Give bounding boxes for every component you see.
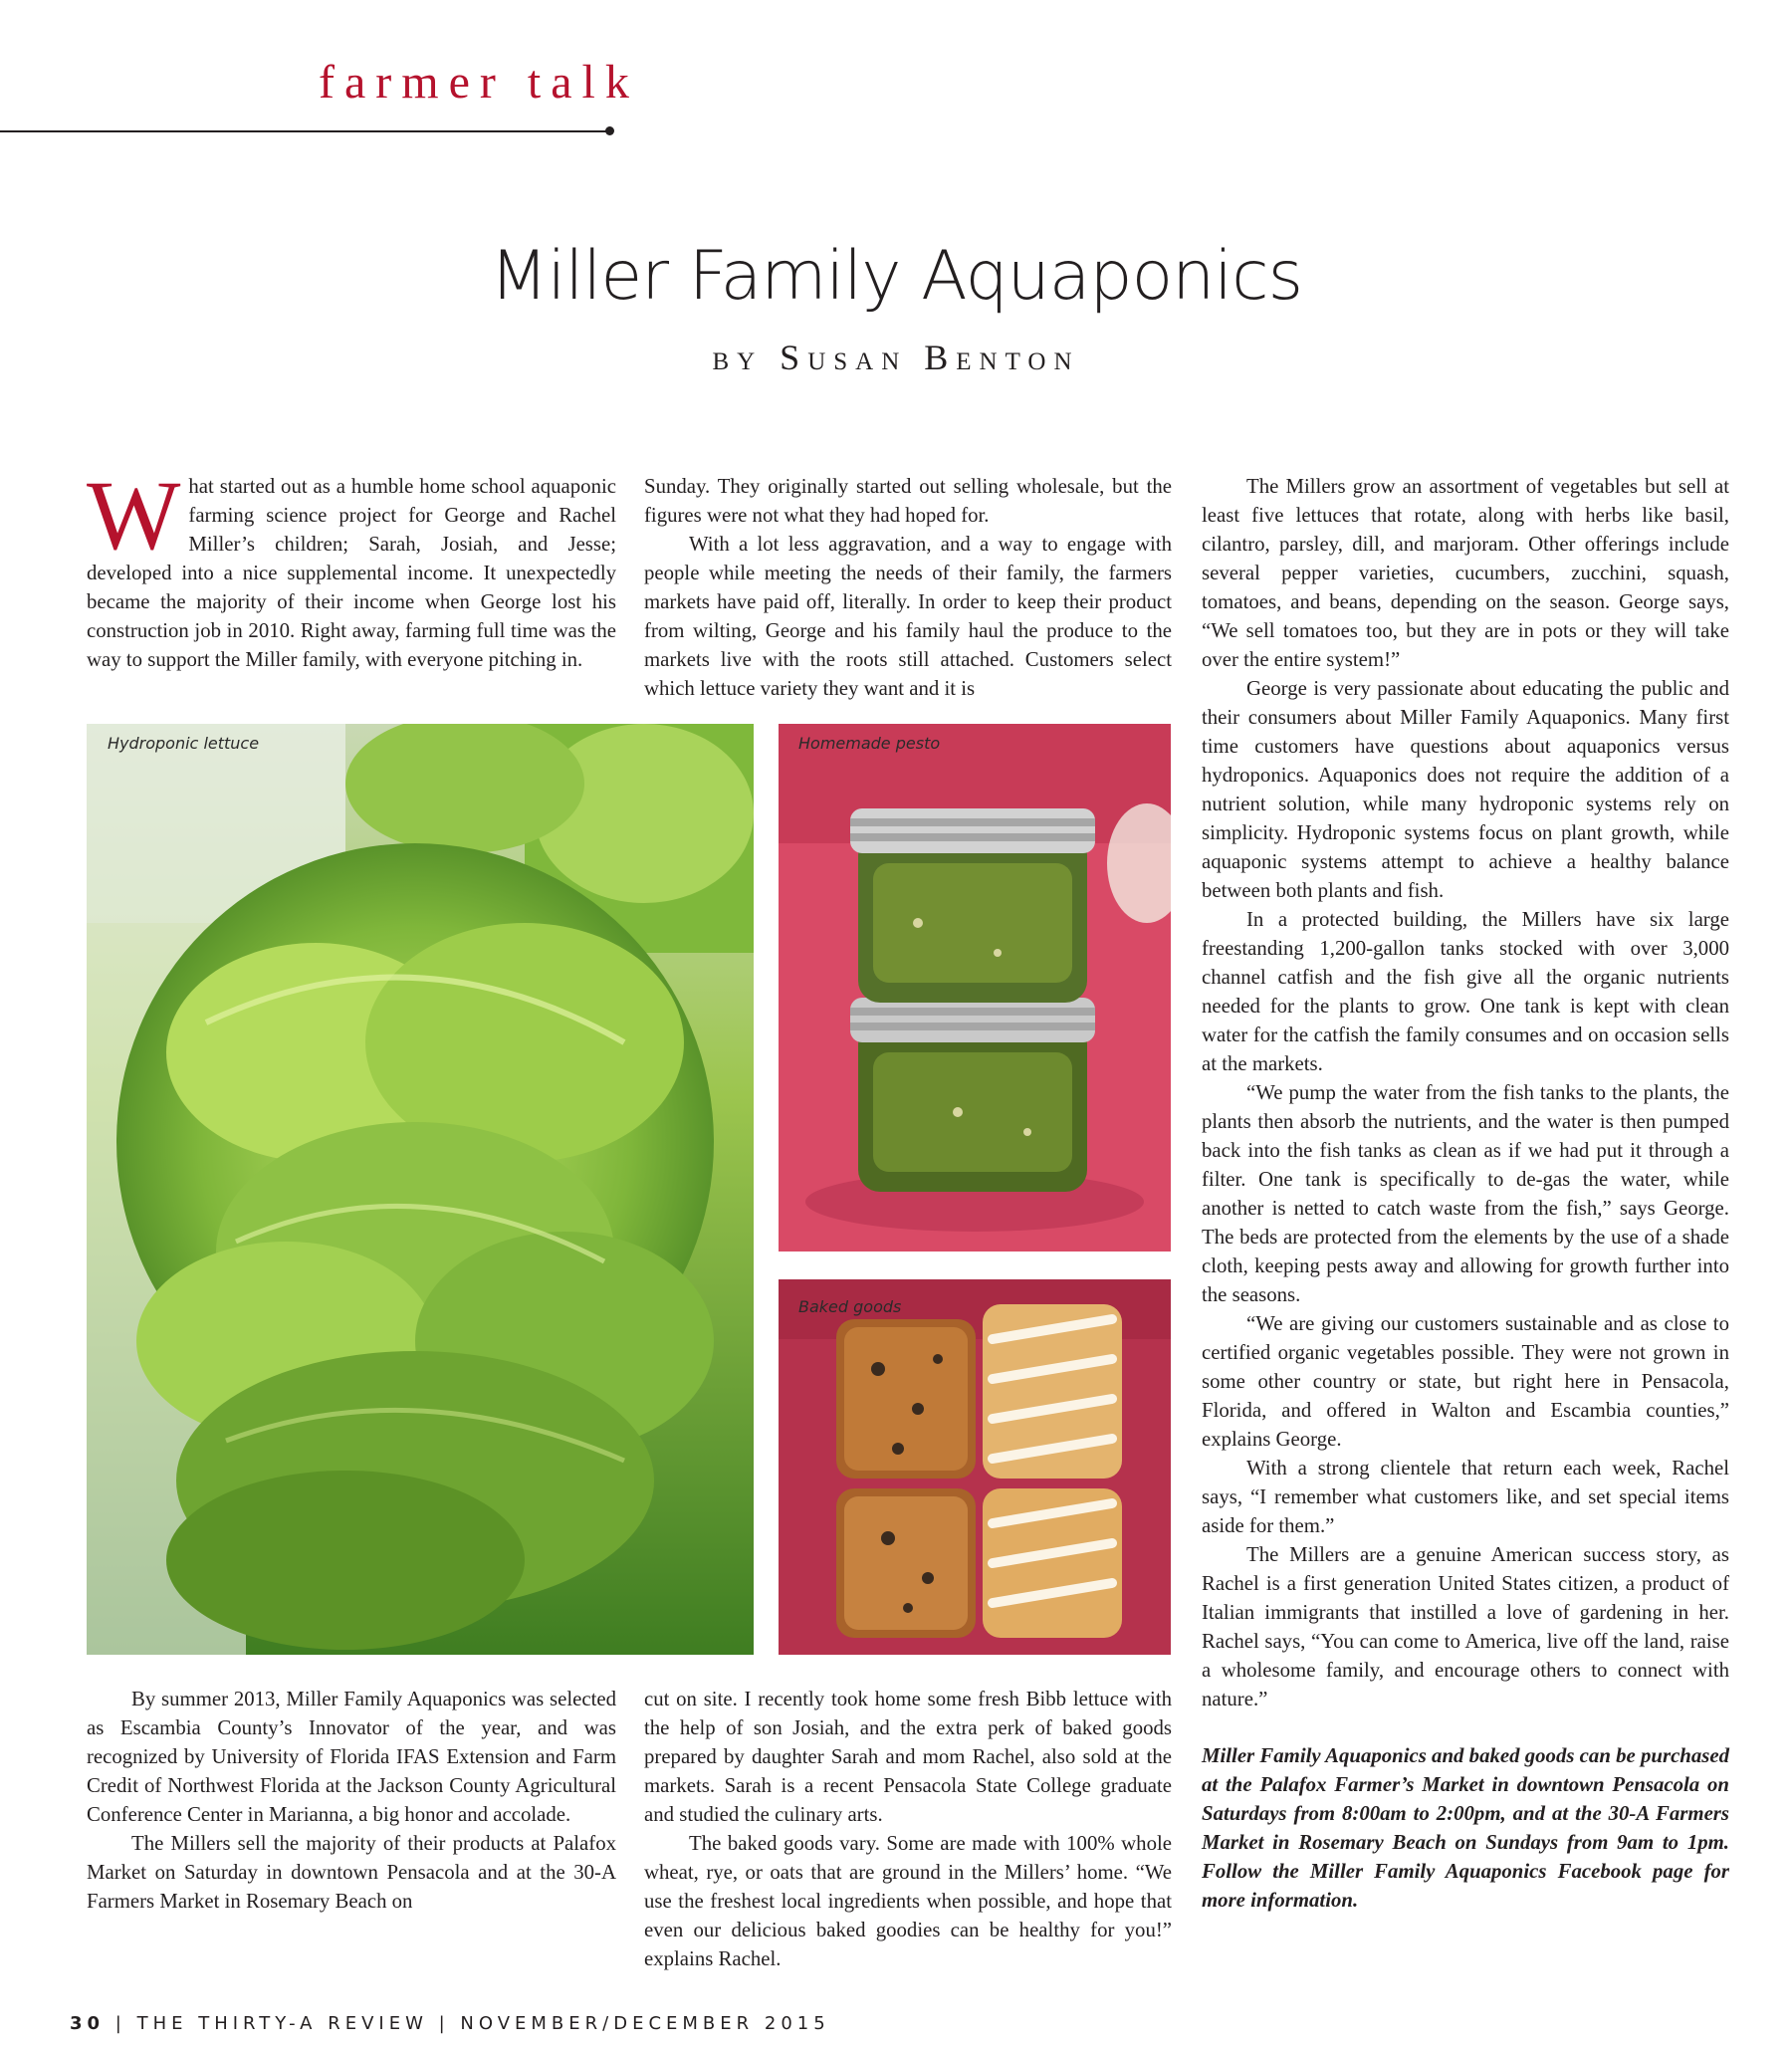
section-divider	[0, 130, 611, 132]
paragraph: In a protected building, the Millers have six large freestanding 1,200-gallon tanks stocked with over 3,000 channel catfish and the fish give all the organic nutrients needed for the plants to grow. One tank is kept with clean water for the catfish the family consumes and on occasion sells at the markets.	[1202, 908, 1729, 1075]
paragraph: With a lot less aggravation, and a way to engage with people while meeting the needs of their family, the farmers markets have paid off, literally. In order to keep their product from wilting, George and his family haul the produce to the markets live with the roots still attached. Customers select which lettuce variety they want and it is	[644, 533, 1172, 700]
article-byline: by Susan Benton	[712, 338, 1080, 377]
lettuce-photo	[87, 724, 754, 1655]
paragraph: The Millers sell the majority of their products at Palafox Market on Saturday in downtown Pensacola and at the 30-A Farmers Market in Rosemary Beach on	[87, 1832, 616, 1913]
baked-goods-caption: Baked goods	[798, 1297, 902, 1316]
publication-info: | THE THIRTY-A REVIEW | NOVEMBER/DECEMBER 2015	[105, 2013, 830, 2034]
lettuce-caption: Hydroponic lettuce	[108, 734, 260, 753]
page-footer	[70, 2013, 830, 2034]
baked-goods-photo	[779, 1279, 1171, 1655]
pesto-caption: Homemade pesto	[798, 734, 941, 753]
paragraph: George is very passionate about educating the public and their consumers about Miller Family Aquaponics. Many first time customers have questions about aquaponics versus hydroponics. Aquaponics does not require the addition of a nutrient solution, while many hydroponic systems rely on simplicity. Hydroponic systems focus on plant growth, while aquaponic systems attempt to achieve a healthy balance between both plants and fish.	[1202, 677, 1729, 902]
section-label: farmer talk	[319, 56, 639, 109]
intro-paragraph	[87, 460, 616, 674]
paragraph: cut on site. I recently took home some fresh Bibb lettuce with the help of son Josiah, and the extra perk of baked goods prepared by daughter Sarah and mom Rachel, also sold at the markets. Sarah is a recent Pensacola State College graduate and studied the culinary arts.	[644, 1688, 1172, 1826]
drop-cap: W	[87, 460, 181, 570]
pesto-photo	[779, 724, 1171, 1252]
column-1-bottom	[87, 1685, 616, 1916]
paragraph: “We pump the water from the fish tanks to the plants, the plants then absorb the nutrients, and the water is then pumped back into the fish tanks as clean as if we had put it through a filter. One tank is specifically to de-gas the water, while another is netted to catch waste from the fish,” says George. The beds are protected from the elements by the use of a shade cloth, keeping pests away and allowing for growth further into the seasons.	[1202, 1081, 1729, 1306]
page-number: 30	[70, 2013, 106, 2034]
promo-note: Miller Family Aquaponics and baked goods can be purchased at the Palafox Farmer’s Market in downtown Pensacola on Saturdays from 8:00am to 2:00pm, and at the 30-A Farmers Market in Rosemary Beach on Sundays from 9am to 1pm. Follow the Miller Family Aquaponics Facebook page for more information.	[1202, 1744, 1729, 1912]
section-divider-dot	[605, 126, 614, 135]
article-title: Miller Family Aquaponics	[489, 237, 1302, 316]
paragraph: Sunday. They originally started out selling wholesale, but the figures were not what they had hoped for.	[644, 475, 1172, 527]
intro-text: hat started out as a humble home school aquaponic farming science project for George and Rachel Miller’s children; Sarah, Josiah, and Jesse; developed into a nice supplemental income. It unexpectedly became the majority of their income when George lost his construction job in 2010. Right away, farming full time was the way to support the Miller family, with everyone pitching in.	[87, 475, 616, 671]
paragraph: The Millers are a genuine American success story, as Rachel is a first generation United States citizen, a product of Italian immigrants that instilled a love of gardening in her. Rachel says, “You can come to America, live off the land, raise a wholesome family, and encourage others to connect with nature.”	[1202, 1543, 1729, 1710]
column-1-top	[87, 460, 616, 674]
column-2-bottom	[644, 1685, 1172, 1973]
column-3	[1202, 472, 1729, 1915]
paragraph: The baked goods vary. Some are made with 100% whole wheat, rye, or oats that are ground in the Millers’ home. “We use the freshest local ingredients when possible, and hope that even our delicious baked goodies can be healthy for you!” explains Rachel.	[644, 1832, 1172, 1970]
paragraph: “We are giving our customers sustainable and as close to certified organic vegetables possible. They were not grown in some other country or state, but right here in Pensacola, Florida, and offered in Walton and Escambia counties,” explains George.	[1202, 1312, 1729, 1451]
paragraph: The Millers grow an assortment of vegetables but sell at least five lettuces that rotate, along with herbs like basil, cilantro, parsley, dill, and marjoram. Other offerings include several pepper varieties, cucumbers, zucchini, squash, tomatoes, and beans, depending on the season. George says, “We sell tomatoes too, but they are in pots or they will take over the entire system!”	[1202, 475, 1729, 671]
paragraph: With a strong clientele that return each week, Rachel says, “I remember what customers like, and set special items aside for them.”	[1202, 1457, 1729, 1537]
paragraph: By summer 2013, Miller Family Aquaponics was selected as Escambia County’s Innovator of the year, and was recognized by University of Florida IFAS Extension and Farm Credit of Northwest Florida at the Jackson County Agricultural Conference Center in Marianna, a big honor and accolade.	[87, 1688, 616, 1826]
column-2-top	[644, 472, 1172, 703]
